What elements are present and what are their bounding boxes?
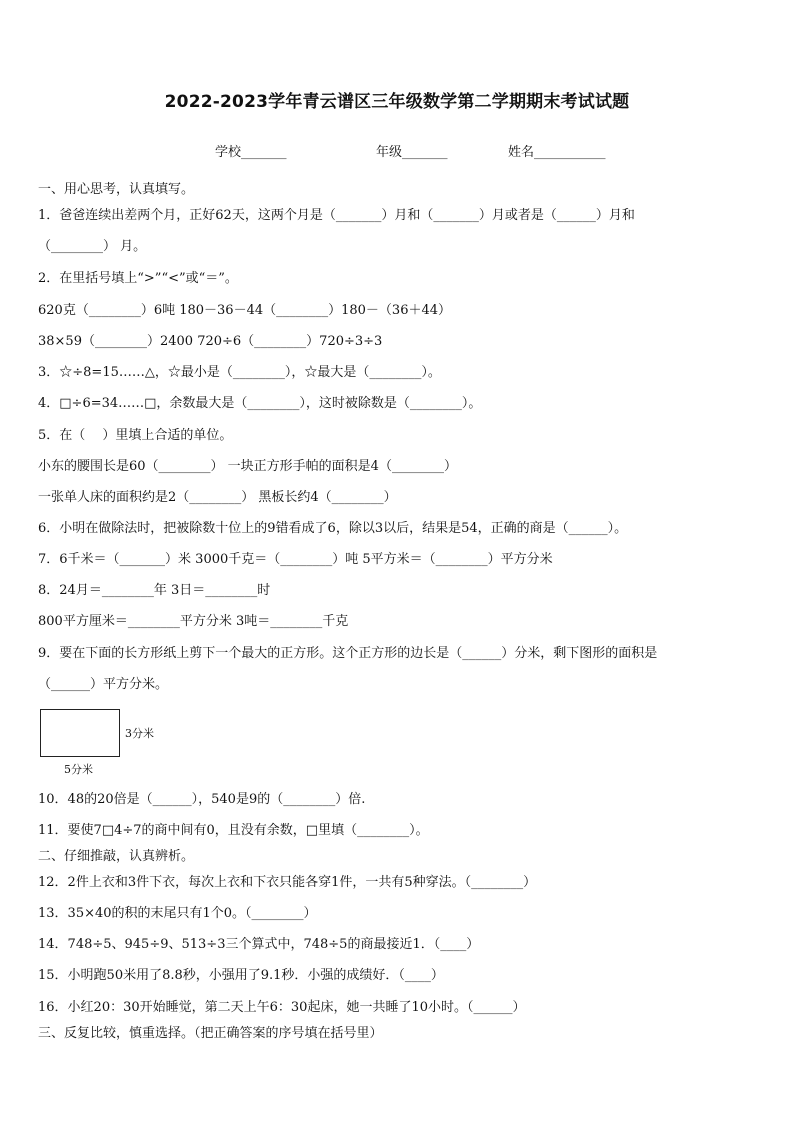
question-9-line-1: 9．要在下面的长方形纸上剪下一个最大的正方形。这个正方形的边长是（______）分米，剩下图形的面积是 xyxy=(38,646,658,661)
question-3: 3．☆÷8=15……△，☆最小是（________），☆最大是（________）。 xyxy=(38,365,441,380)
question-2-prompt: 2．在里括号填上“>”“<”或“＝”。 xyxy=(38,271,238,286)
grade-field: 年级_______ xyxy=(376,145,448,160)
name-field: 姓名___________ xyxy=(508,145,606,160)
question-9-line-2: （______）平方分米。 xyxy=(38,677,169,692)
section-1-heading: 一、用心思考，认真填写。 xyxy=(38,182,195,197)
question-4: 4．□÷6=34……□，余数最大是（________），这时被除数是（________）。 xyxy=(38,396,482,411)
section-2-heading: 二、仔细推敲，认真辨析。 xyxy=(38,849,195,864)
question-5-prompt: 5．在（ ）里填上合适的单位。 xyxy=(38,428,233,443)
page-title: 2022-2023学年青云谱区三年级数学第二学期期末考试试题 xyxy=(164,92,630,112)
question-7: 7．6千米＝（_______）米 3000千克＝（________）吨 5平方米＝（________）平方分米 xyxy=(38,552,553,567)
question-1-line-1: 1．爸爸连续出差两个月，正好62天，这两个月是（_______）月和（_______）月或者是（______）月和 xyxy=(38,208,635,223)
question-11: 11．要使7□4÷7的商中间有0，且没有余数，□里填（________）。 xyxy=(38,823,429,838)
question-2-row-1: 620克（________）6吨 180－36－44（________）180－（36＋44） xyxy=(38,303,452,318)
question-5-row-2: 一张单人床的面积约是2（________） 黑板长约4（________） xyxy=(38,490,397,505)
question-14: 14．748÷5、945÷9、513÷3三个算式中，748÷5的商最接近1．（____） xyxy=(38,937,480,952)
question-10: 10．48的20倍是（______），540是9的（________）倍. xyxy=(38,792,366,807)
question-8-row-1: 8．24月＝________年 3日＝________时 xyxy=(38,583,271,598)
question-6: 6．小明在做除法时，把被除数十位上的9错看成了6，除以3以后，结果是54，正确的商是（______）。 xyxy=(38,521,628,536)
question-1-line-2: （________） 月。 xyxy=(38,239,147,254)
rectangle-figure xyxy=(40,709,120,757)
rectangle-height-label: 3分米 xyxy=(125,727,154,740)
question-2-row-2: 38×59（________）2400 720÷6（________）720÷3÷3 xyxy=(38,334,383,349)
question-16: 16．小红20：30开始睡觉，第二天上午6：30起床，她一共睡了10小时。（______） xyxy=(38,1000,526,1015)
school-field: 学校_______ xyxy=(215,145,287,160)
section-3-heading: 三、反复比较，慎重选择。（把正确答案的序号填在括号里） xyxy=(38,1026,383,1041)
question-13: 13．35×40的积的末尾只有1个0。（________） xyxy=(38,906,317,921)
question-15: 15．小明跑50米用了8.8秒，小强用了9.1秒．小强的成绩好．（____） xyxy=(38,968,444,983)
rectangle-width-label: 5分米 xyxy=(64,763,93,776)
question-12: 12．2件上衣和3件下衣，每次上衣和下衣只能各穿1件，一共有5种穿法。（________） xyxy=(38,875,537,890)
question-5-row-1: 小东的腰围长是60（________） 一块正方形手帕的面积是4（________） xyxy=(38,459,457,474)
question-8-row-2: 800平方厘米＝________平方分米 3吨＝________千克 xyxy=(38,614,349,629)
